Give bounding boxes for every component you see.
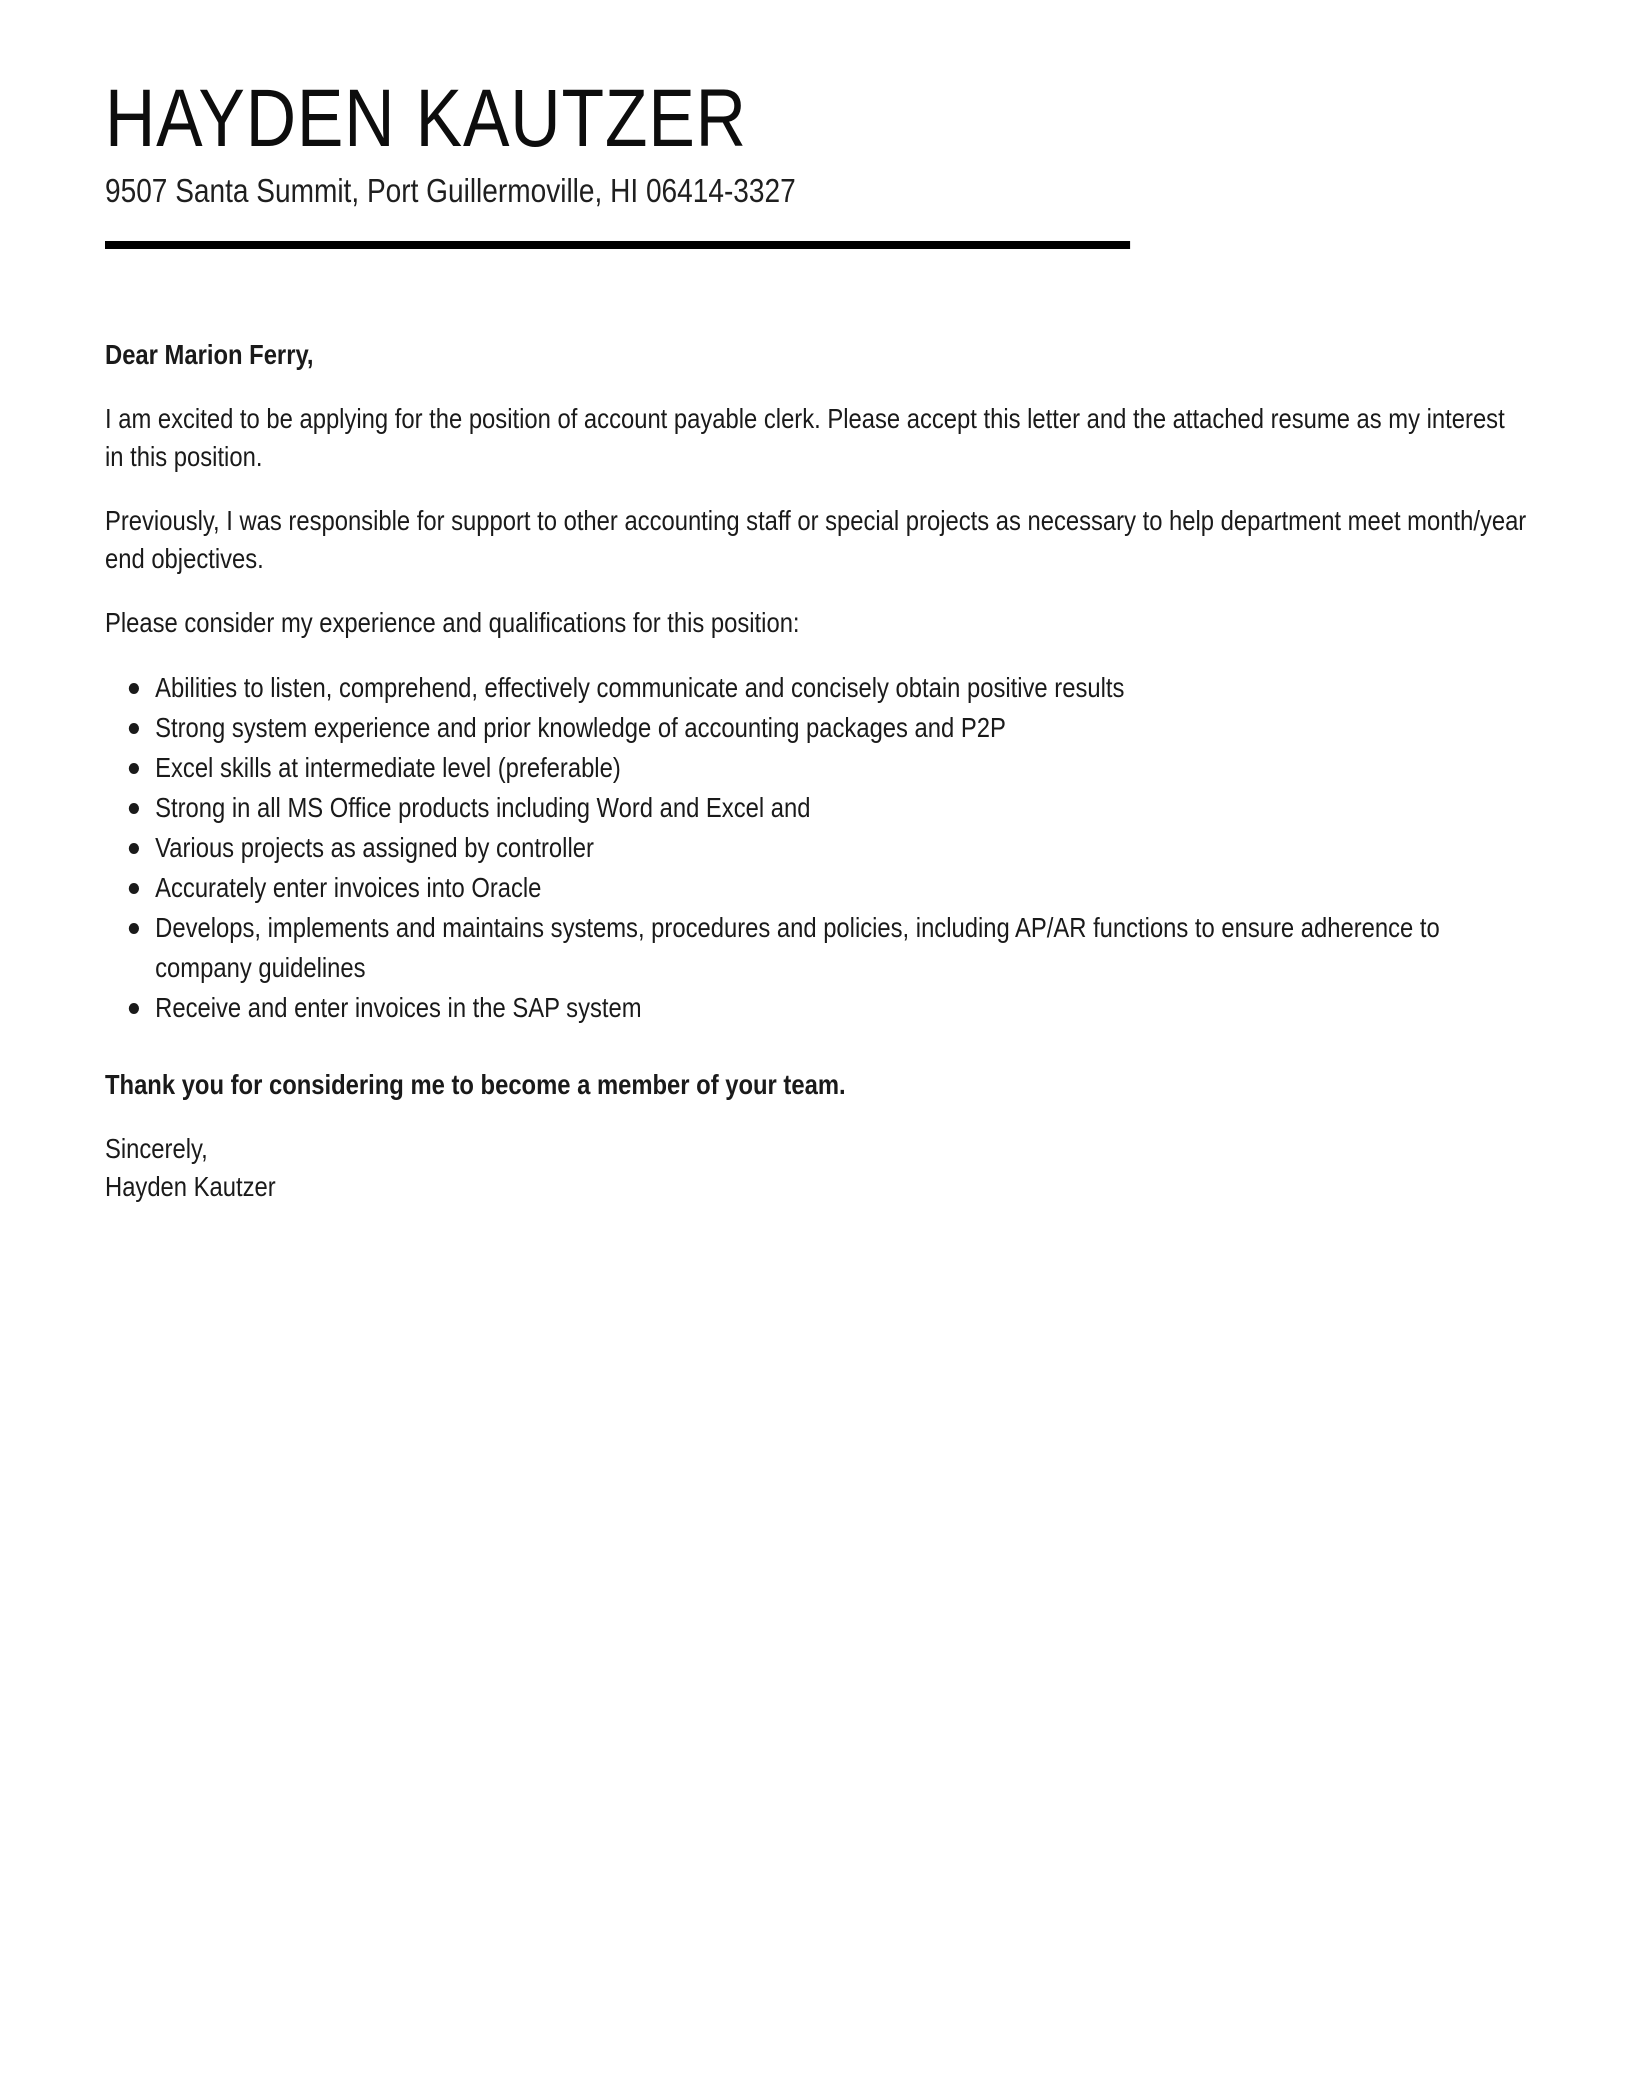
letterhead-name: HAYDEN KAUTZER xyxy=(105,73,747,164)
signature-block xyxy=(105,1130,1527,1206)
qualification-item: Strong system experience and prior knowledge of accounting packages and P2P xyxy=(155,708,1527,748)
qualification-item: Accurately enter invoices into Oracle xyxy=(155,868,1527,908)
qualification-item: Excel skills at intermediate level (preferable) xyxy=(155,748,1527,788)
intro-paragraph: I am excited to be applying for the position of account payable clerk. Please accept this letter and the attached resume as my interest in this position. xyxy=(105,403,1505,472)
page-content xyxy=(105,0,1632,1206)
signature-name: Hayden Kautzer xyxy=(105,1171,276,1202)
qualification-item: Receive and enter invoices in the SAP system xyxy=(155,988,1527,1028)
qualification-item: Abilities to listen, comprehend, effectively communicate and concisely obtain positive results xyxy=(155,668,1527,708)
letterhead-divider-rule xyxy=(105,241,1130,249)
qualification-item: Strong in all MS Office products including Word and Excel and xyxy=(155,788,1527,828)
qualification-item: Various projects as assigned by controller xyxy=(155,828,1527,868)
signoff-line: Sincerely, xyxy=(105,1133,208,1164)
letterhead-address: 9507 Santa Summit, Port Guillermoville, HI 06414-3327 xyxy=(105,172,796,209)
qualifications-intro: Please consider my experience and qualifications for this position: xyxy=(105,607,800,638)
greeting-line: Dear Marion Ferry, xyxy=(105,339,314,370)
letter-body xyxy=(105,73,1527,1206)
closing-line: Thank you for considering me to become a member of your team. xyxy=(105,1069,846,1100)
qualifications-list xyxy=(105,668,1527,1028)
qualification-item: Develops, implements and maintains systems, procedures and policies, including AP/AR functions to ensure adherence to company guidelines xyxy=(155,908,1527,988)
experience-paragraph: Previously, I was responsible for support to other accounting staff or special projects as necessary to help department meet month/year end objectives. xyxy=(105,505,1527,574)
